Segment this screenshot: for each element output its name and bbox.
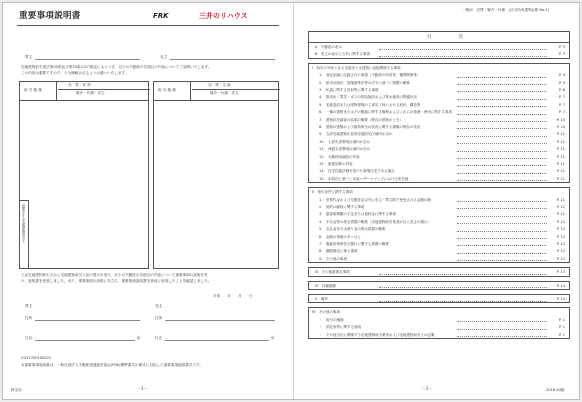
toc-row-label: 6. 金銭の貸借のあっせん [319,234,361,239]
toc-title-box [308,31,570,42]
toc-row-label: 13. 耐震診断の内容 [319,161,353,166]
toc-leader-dots [457,329,547,330]
toc-group [308,294,570,303]
toc-row-label: 11. 津波災害警戒区域内か否か [319,147,371,152]
toc-row-page: P. 7 [558,102,565,107]
dealer-label-right: 取 引 態 様 [158,88,176,92]
toc-group [308,281,570,290]
toc-leader-dots [457,208,547,209]
toc-leader-dots [457,173,547,174]
toc-leader-dots [457,114,547,115]
toc-row-label: 5. 支払金または預り金の保全措置の概要 [319,227,386,232]
buyer-name-line [35,59,140,60]
toc-row-label: III その他重要な事項 [315,270,350,275]
toc-leader-dots [457,223,547,224]
toc-row-label: 14. 住宅性能評価を受けた新築住宅である場合 [319,169,395,174]
deal-type-sub: 媒介・代理・売主 [76,91,105,95]
toc-row[interactable] [309,324,569,331]
toc-row-page: P. 3 [558,45,565,49]
toc-row[interactable] [309,234,569,241]
deal-type-label: 売 買・仲 熟 [68,83,91,87]
footer-small: 株生用 [11,388,22,392]
toc-row-label: ・ 供託所等に関する説明 [319,325,361,330]
toc-row-page: P. 11 [556,176,565,181]
toc-leader-dots [457,91,547,92]
toc-row-page: P. 13 [556,270,565,275]
toc-leader-dots [457,321,547,322]
toc-row-page: P. 3 [558,52,565,57]
toc-row[interactable] [309,317,569,324]
toc-row-label: 8. 建物の建築および維持保全の状況に関する書類の保存の状況 [319,124,421,129]
agent-vertical-label: 説明をする宅地建物取引士 [21,204,25,243]
toc-row-page: P. 11 [556,204,565,209]
toc-row-label: 5. 宅地造成または建物建築の工事完了時における形状、構造等 [319,102,421,107]
toc-row[interactable] [309,189,569,196]
toc-row-page: P. 11 [556,197,565,202]
seller-name-label: 売主 [160,55,168,59]
toc-row-label: VI その他の事項 [312,310,340,315]
left-page-number: －1－ [137,386,148,391]
toc-row-page: P. 12 [556,249,565,254]
toc-row-label: ・ その他当社に関係する宅地建物取引業者および宅地建物取引士の記載 [319,332,435,337]
toc-row[interactable] [309,109,569,116]
toc-row-label: 7. 瑕疵担保責任の履行に関する措置の概要 [319,241,389,246]
toc-group [308,307,570,339]
toc-row[interactable] [309,87,569,94]
toc-row-label: 12. 石綿使用調査の内容 [319,154,360,159]
toc-row-page: P. 11 [556,132,565,137]
toc-row-page: P. 7 [558,95,565,100]
toc-row-page: P. 11 [556,154,565,159]
toc-row[interactable] [309,256,569,263]
toc-row-page: P. 12 [556,234,565,239]
toc-group [308,267,570,276]
toc-leader-dots [457,99,547,100]
toc-row[interactable] [309,131,569,138]
seller-address-label: 住所 [155,316,163,320]
signer-buyer-label: 買主 [25,304,33,308]
seller-address-line [165,320,275,321]
dealer-table-left-header [20,82,148,101]
toc-group [308,187,570,263]
toc-leader-dots [379,274,547,275]
toc-row[interactable] [309,226,569,233]
toc-leader-dots [457,143,547,144]
toc-leader-dots [457,245,547,246]
toc-row[interactable] [309,94,569,101]
toc-row-label: 6. 一棟の建物またはその敷地に関する権利およびこれらの管理・使用に関する事項 [319,110,452,115]
toc-row-page: P. 1 [558,317,565,322]
buyer-address-label: 住所 [25,316,33,320]
toc-leader-dots [457,231,547,232]
toc-row-page: P. 11 [556,212,565,217]
toc-row-label: I 取引の対象となる宅地または建物に直接関係する事項 [312,65,401,70]
toc-row[interactable] [309,283,569,290]
seller-signature-line [165,340,269,341]
deal-type-label-right: 売 買・交 換 [208,83,231,87]
toc-leader-dots [457,128,547,129]
toc-row[interactable] [309,309,569,316]
buyer-seal: ㊞ [137,336,141,340]
toc-row[interactable] [309,44,569,51]
toc-row[interactable] [309,51,569,58]
toc-leader-dots [457,136,547,137]
toc-row-page: P. 4 [558,73,565,78]
toc-row[interactable] [309,154,569,161]
footer-note: 本重要事項説明書は、一般社団法人不動産流通経営協会(FRK)標準書式の書式に対応した重要事項説明書式です。 [21,363,203,367]
toc-leader-dots [457,106,547,107]
toc-row[interactable] [309,211,569,218]
toc-row[interactable] [309,269,569,276]
toc-row[interactable] [309,219,569,226]
toc-leader-dots [457,201,547,202]
seller-signature-label: 氏名 [155,336,163,340]
footer-version: 2018.04版 [546,388,565,392]
toc-row-label: 4. 飲用水・電気・ガスの供給施設および排水施設の整備状況 [319,95,417,100]
toc-row[interactable] [309,146,569,153]
buyer-signature-label: 氏名 [25,336,33,340]
toc-row-page: P. 1 [558,325,565,330]
toc-row-page: P. 10 [556,124,565,129]
toc-row-page: P. 12 [556,227,565,232]
toc-leader-dots [457,77,547,78]
document-title: 重要事項説明書 [19,11,81,21]
toc-row-label: A 不動産の表示 [315,45,342,49]
toc-row-label: 2. 契約の解除に関する事項 [319,204,365,209]
toc-row-label: 9. その他の事項 [319,256,347,261]
toc-row-page: P. 6 [558,87,565,92]
acknowledgement-line-2: け、説明書を受領しました。また、重要事項の説明に先立ち、重要事項説明書を事前に受領したことを確認しました。 [21,279,212,283]
toc-row[interactable] [309,248,569,255]
toc-leader-dots [457,84,547,85]
toc-row[interactable] [309,139,569,146]
toc-row-page: P. 14 [556,297,565,301]
toc-leader-dots [379,56,547,57]
left-page [3,3,294,399]
intro-line-1: 宅地建物取引業法第35条及び第35条の2の規定にもとづき、以下の不動産の各項目の内容についてご説明いたします。 [21,65,212,69]
right-page [294,3,580,399]
date-field: 平成 年 月 日 [213,294,253,298]
toc-row[interactable] [309,168,569,175]
toc-group [308,63,570,183]
toc-row-label: 2. 都市計画法、建築基準法等の法令に基づく制限の概要 [319,80,410,85]
acknowledgement-line-1: 上記宅地建物取引士から宅地建物取引士証の提示を受け、以下の不動産の各項目の内容について重要事項の説明を受 [21,273,208,277]
dealer-label: 取 引 態 様 [24,88,42,92]
toc-row[interactable] [309,176,569,183]
toc-row-label: 15. 水防法に基づく水害ハザードマップにおける所在地 [319,176,409,181]
toc-row[interactable] [309,296,569,303]
intro-line-2: この内容は重要ですので、十分理解されるようお願いいたします。 [21,71,129,75]
agent-column [20,200,29,269]
toc-row-page: P. 11 [556,161,565,166]
toc-row[interactable] [309,102,569,109]
toc-row-page: P. 11 [556,169,565,174]
buyer-address-line [35,320,140,321]
toc-row[interactable] [309,241,569,248]
toc-row-label: II 取引条件に関する事項 [312,190,353,195]
toc-row-page: P. 10 [556,117,565,122]
toc-row-label: 3. 私道に関する負担等に関する事項 [319,87,379,92]
toc-leader-dots [457,253,547,254]
buyer-name-label: 買主 [25,55,33,59]
toc-row-page: P. 11 [556,139,565,144]
dealer-table-right [153,81,279,269]
toc-leader-dots [457,216,547,217]
seller-seal: ㊞ [271,336,275,340]
toc-row[interactable] [309,117,569,124]
toc-leader-dots [457,238,547,239]
toc-row-label: V 備考 [315,297,328,301]
toc-title: 目 次 [427,35,469,40]
toc-row-label: 7. 建物状況調査の結果の概要（既存の建物のとき） [319,117,403,122]
toc-leader-dots [457,165,547,166]
toc-row-page: P. 1 [558,332,565,337]
toc-row[interactable] [309,332,569,339]
toc-row-label: 9. 当該宅地建物が造成宅地防災区域内か否か [319,132,393,137]
toc-leader-dots [457,260,547,261]
frk-logo: FRK [153,12,169,20]
toc-row-label: 8. 割賦販売に係る事項 [319,249,358,254]
right-page-number: －2－ [422,386,433,391]
buyer-signature-line [35,340,135,341]
dealer-table-right-header [154,82,278,101]
toc-row[interactable] [309,65,569,72]
toc-row-label: 10. 土砂災害警戒区域内か否か [319,139,371,144]
toc-row-page: P. 11 [556,147,565,152]
toc-leader-dots [457,121,547,122]
toc-row-page: P. 14 [556,283,565,288]
seller-name-line [170,59,275,60]
toc-row-label: 3. 損害賠償額の予定または違約金に関する事項 [319,212,396,217]
toc-leader-dots [457,151,547,152]
toc-group [308,42,570,59]
document-spread [2,2,580,400]
toc-row[interactable] [309,204,569,211]
toc-row[interactable] [309,80,569,87]
toc-leader-dots [379,287,547,288]
toc-row-page: P. 12 [556,256,565,261]
toc-leader-dots [379,49,547,50]
deal-type-sub-right: 媒介・代理・売主 [210,91,239,95]
toc-row-label: 4. 手付金等の保全措置の概要（宅地建物取引業者が自ら売主の場合） [319,219,431,224]
toc-row-label: 1. 登記記録に記録された事項（不動産の所有者、権利関係等） [319,73,421,78]
toc-leader-dots [379,301,547,302]
toc-row[interactable] [309,161,569,168]
form-code: CU11700100022 [21,356,52,360]
brand-logo: 三井のリハウス [199,12,248,20]
toc-leader-dots [457,336,547,337]
title-rule [17,25,279,26]
toc-row-page: P. 7 [558,110,565,115]
form-header-note: 一般用 売買・媒介・代理 (区分所有建物)(要 No.2) [462,8,549,12]
toc-row[interactable] [309,197,569,204]
toc-row-label: ・ 取引の態様 [319,317,344,322]
toc-row-label: B 売主の表示と占有に関する事項 [315,52,370,57]
toc-row-page: P. 5 [558,80,565,85]
toc-leader-dots [457,180,547,181]
signer-seller-label: 売主 [155,304,163,308]
toc-row-page: P. 12 [556,219,565,224]
toc-row-label: 1. 売買代金および交換差金以外に売主・買主間で授受される金額の額 [319,197,431,202]
toc-row-page: P. 12 [556,241,565,246]
toc-row-label: IV 付属書類 [315,283,336,288]
toc-row[interactable] [309,124,569,131]
toc-row[interactable] [309,72,569,79]
toc-leader-dots [457,158,547,159]
dealer-table-left [19,81,149,269]
